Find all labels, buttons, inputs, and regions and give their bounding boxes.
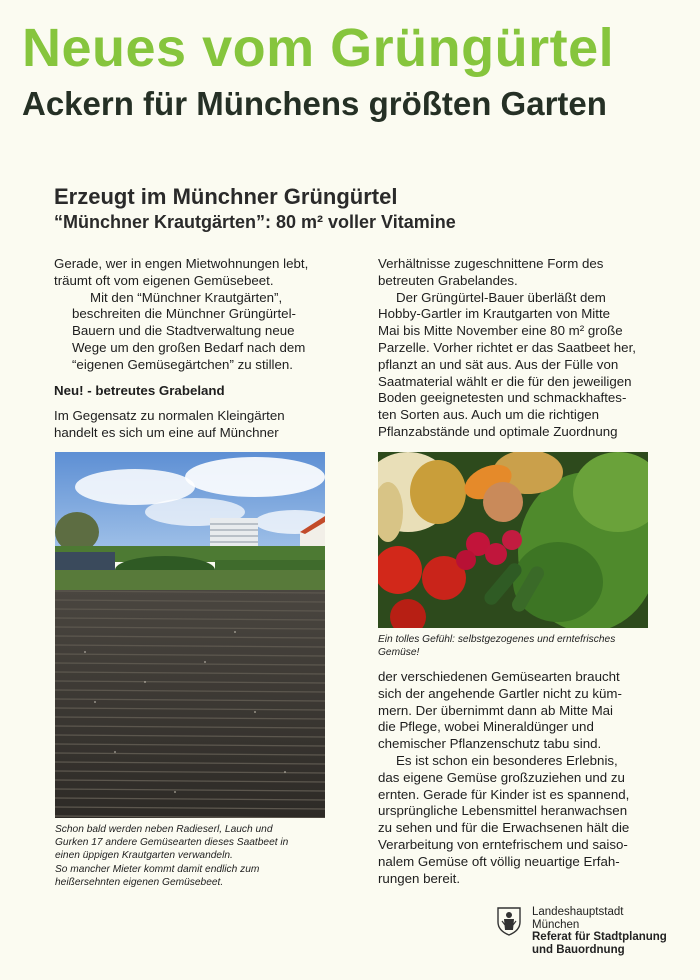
field-photo	[55, 452, 325, 818]
col3-paragraph-1: der verschiedenen Gemüsearten braucht sich der angehende Gartler nicht zu küm- mern. Der übernimmt dann ab Mitte Mai die Pflege, wobei Mineraldünger und chemischer Pflanzenschutz tabu sind.	[378, 669, 622, 752]
col1-paragraph-3: Im Gegensatz zu normalen Kleingärten handelt es sich um eine auf Münchner	[54, 408, 285, 441]
page-title: Neues vom Grüngürtel	[22, 18, 615, 78]
vegetables-photo	[378, 452, 648, 628]
page-subtitle: Ackern für Münchens größten Garten	[22, 85, 607, 122]
city-line-1: Landeshauptstadt	[532, 906, 624, 918]
department-line-2: und Bauordnung	[532, 943, 625, 956]
article-heading: Erzeugt im Münchner Grüngürtel	[54, 184, 398, 209]
column-1-text	[54, 256, 334, 442]
col1-paragraph-1: Gerade, wer in engen Mietwohnungen lebt, träumt oft vom eigenen Gemüsebeet.	[54, 256, 309, 288]
article-subheading: “Münchner Krautgärten”: 80 m² voller Vitamine	[54, 212, 456, 232]
col2-paragraph-1: Verhältnisse zugeschnittene Form des betreuten Grabelandes.	[378, 256, 604, 288]
department-line-1: Referat für Stadtplanung	[532, 931, 667, 943]
field-photo-caption: Schon bald werden neben Radieserl, Lauch und Gurken 17 andere Gemüsearten dieses Saatbeet in einen üppigen Krautgarten verwandeln. So mancher Mieter kommt damit endlich zum heißersehnten eigenen Gemüsebeet.	[55, 824, 289, 888]
column-2-text	[378, 256, 658, 441]
col2-paragraph-2: Der Grüngürtel-Bauer überläßt dem Hobby-Gartler im Krautgarten von Mitte Mai bis Mitte November eine 80 m² große Parzelle. Vorher richtet er das Saatbeet her, pflanzt an und sät aus. Aus der Fülle von Saatmaterial wählt er die für den jeweiligen Boden geeignetesten und schmackhaftes- ten Sorten aus. Auch um die richtigen Pflanzabstände und optimale Zuordnung	[378, 289, 636, 439]
col3-paragraph-2: Es ist schon ein besonderes Erlebnis, das eigene Gemüse großzuziehen und zu ernten. Gerade für Kinder ist es spannend, ursprüngliche Lebensmittel heranwachsen zu sehen und für die Erwachsenen hält die Verarbeitung von erntefrischem und saiso- nalem Gemüse oft völlig neuartige Erfah- rungen bereit.	[378, 752, 630, 886]
city-line-2: München	[532, 918, 580, 931]
city-department-label	[532, 906, 667, 956]
munich-monk-coat-of-arms-icon	[496, 906, 522, 941]
col1-paragraph-2: Mit den “Münchner Krautgärten”, beschreiten die Münchner Grüngürtel- Bauern und die Stadtverwaltung neue Wege um den großen Bedarf nach dem “eigenen Gemüsegärtchen” zu stillen.	[72, 289, 306, 372]
column-3-text	[378, 669, 658, 887]
col1-subheading: Neu! - betreutes Grabeland	[54, 382, 225, 398]
vegetables-photo-caption: Ein tolles Gefühl: selbstgezogenes und erntefrisches Gemüse!	[378, 634, 616, 659]
